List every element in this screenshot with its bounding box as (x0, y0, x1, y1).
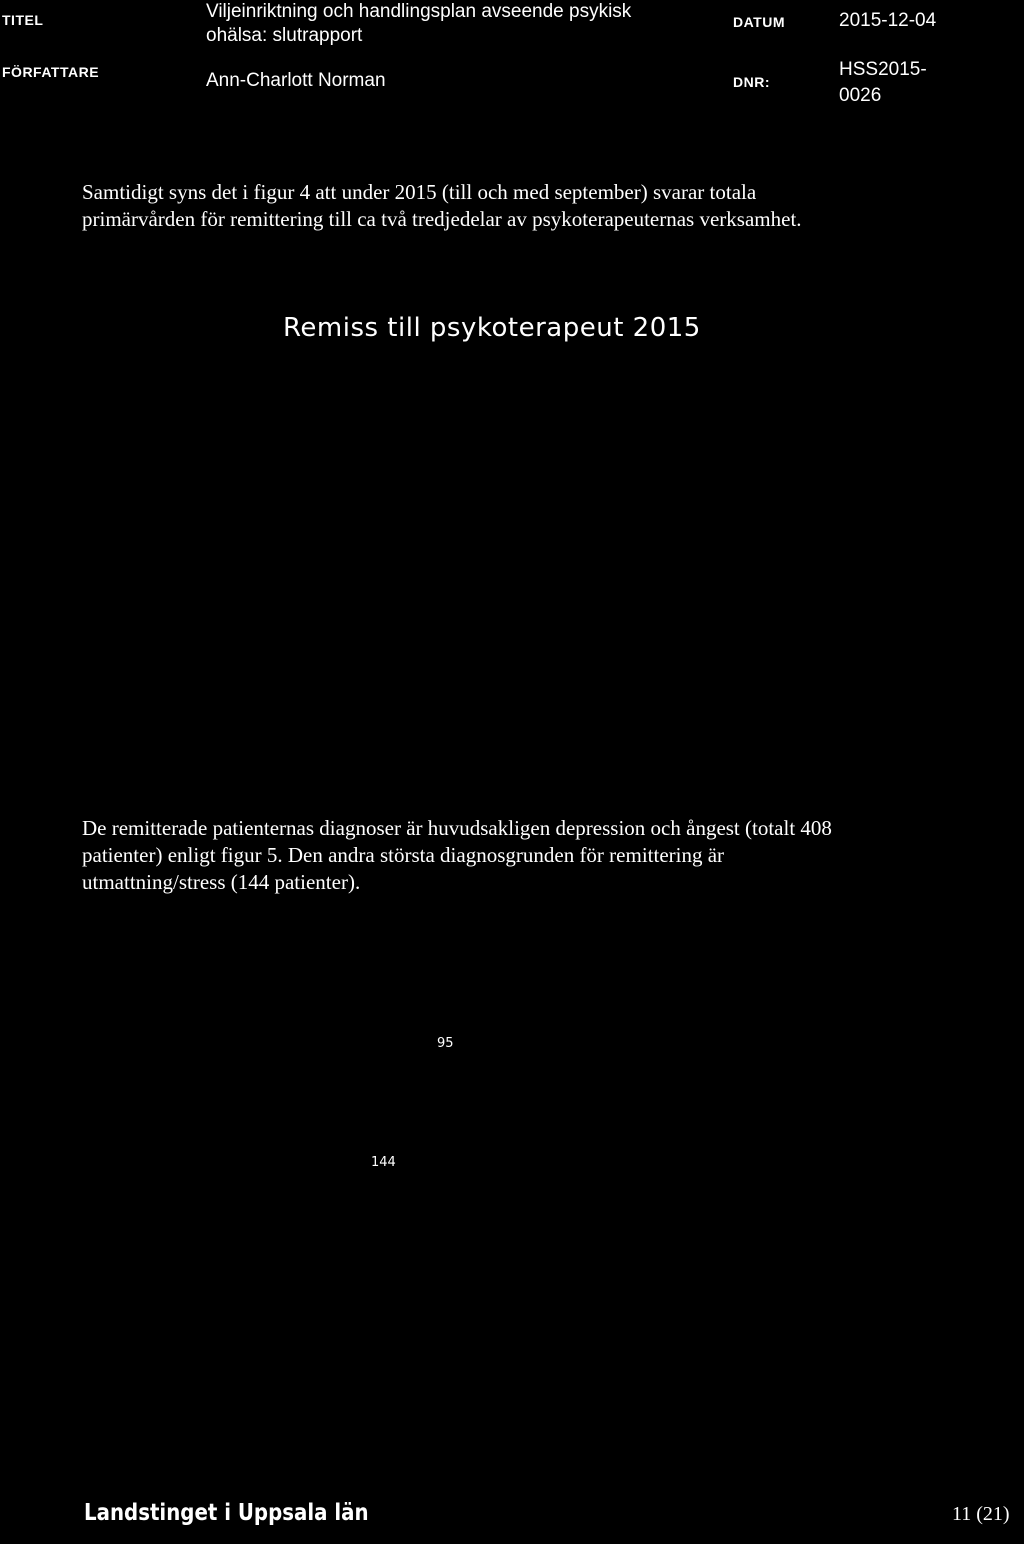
paragraph-2-line-3: utmattning/stress (144 patienter). (82, 870, 361, 894)
footer-page-number: 11 (21) (952, 1503, 1010, 1525)
dnr-label: DNR: (733, 74, 770, 90)
author-value: Ann-Charlott Norman (206, 70, 386, 91)
date-value: 2015-12-04 (839, 10, 937, 31)
paragraph-1-line-1: Samtidigt syns det i figur 4 att under 2015 (till och med september) svarar totala (82, 180, 757, 204)
title-value-line2: ohälsa: slutrapport (206, 25, 363, 46)
footer-organization: Landstinget i Uppsala län (84, 1500, 369, 1526)
dnr-value-line1: HSS2015- (839, 59, 927, 80)
dnr-value-line2: 0026 (839, 85, 882, 106)
data-label-144: 144 (371, 1155, 396, 1170)
date-label: DATUM (733, 14, 786, 30)
title-label: TITEL (2, 12, 44, 28)
author-label: FÖRFATTARE (2, 64, 100, 80)
paragraph-1-line-2: primärvården för remittering till ca två tredjedelar av psykoterapeuternas verksamhet. (82, 207, 802, 231)
title-value-line1: Viljeinriktning och handlingsplan avseende psykisk (206, 1, 632, 22)
paragraph-2-line-1: De remitterade patienternas diagnoser är huvudsakligen depression och ångest (totalt 408 (82, 816, 832, 840)
chart-title: Remiss till psykoterapeut 2015 (283, 313, 701, 343)
data-label-95: 95 (437, 1036, 454, 1051)
paragraph-2-line-2: patienter) enligt figur 5. Den andra största diagnosgrunden för remittering är (82, 843, 725, 867)
